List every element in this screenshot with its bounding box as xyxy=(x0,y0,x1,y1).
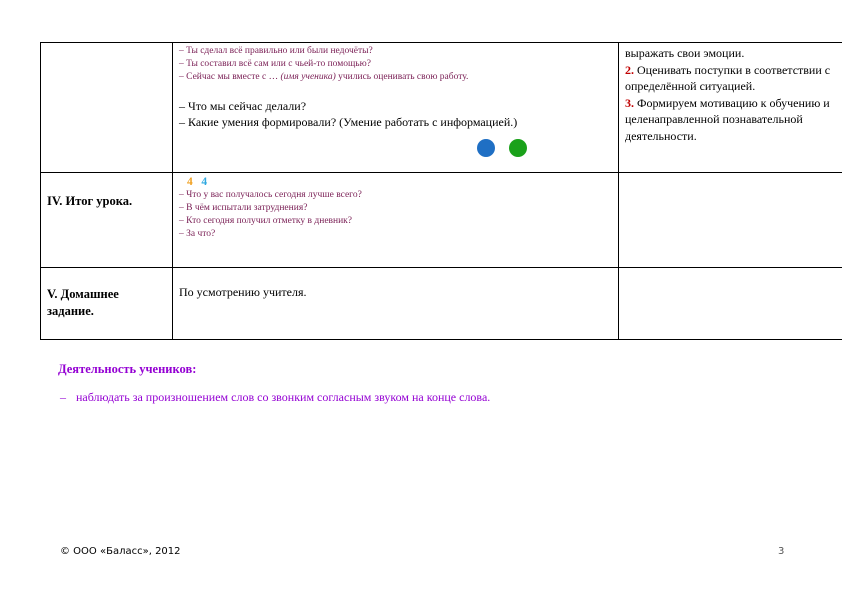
stage-cell xyxy=(41,173,173,268)
page-number: 3 xyxy=(778,546,785,557)
learning-outcomes-cell xyxy=(619,43,842,173)
question-line: – Ты сделал всё правильно или были недочёты? xyxy=(179,46,373,56)
list-dash: – xyxy=(60,390,66,404)
outcome-text: выражать свои эмоции. xyxy=(625,46,745,60)
activity-text: наблюдать за произношением слов со звонким согласным звуком на конце слова. xyxy=(76,390,491,404)
question-line: – Ты составил всё сам или с чьей-то помощью? xyxy=(179,59,371,69)
question-line: – Кто сегодня получил отметку в дневник? xyxy=(179,216,353,226)
outcome-text: 3. Формируем мотивацию к обучению и целенаправленной познавательной деятельности. xyxy=(625,95,830,143)
green-circle-icon xyxy=(509,139,527,157)
grade-mark: 4 xyxy=(201,176,208,188)
stage-cell xyxy=(41,268,173,340)
teacher-activity-cell xyxy=(173,43,619,173)
question-line: – Что у вас получалось сегодня лучше всего? xyxy=(179,190,362,200)
section-title: Деятельность учеников: xyxy=(58,362,197,376)
table-row xyxy=(41,173,842,268)
outcome-text: 2. Оценивать поступки в соответствии с определённой ситуацией. xyxy=(625,62,831,93)
activity-item xyxy=(60,390,491,405)
teacher-activity-cell xyxy=(173,268,619,340)
stage-cell-empty xyxy=(41,43,173,173)
question-line: – В чём испытали затруднения? xyxy=(179,203,308,213)
homework-text: По усмотрению учителя. xyxy=(179,285,307,299)
stage-title: V. Домашнее задание. xyxy=(47,287,119,318)
footer-copyright: © ООО «Баласс», 2012 xyxy=(60,546,181,557)
stage-title: IV. Итог урока. xyxy=(47,193,133,208)
question-line: – Сейчас мы вместе с … (имя ученика) учились оценивать свою работу. xyxy=(179,72,469,82)
lesson-table xyxy=(40,42,842,340)
grade-mark: 4 xyxy=(187,176,193,188)
question-line: – Что мы сейчас делали? xyxy=(179,99,307,113)
teacher-activity-cell xyxy=(173,173,619,268)
learning-outcomes-cell xyxy=(619,268,842,340)
table-row xyxy=(41,268,842,340)
grade-marks xyxy=(179,175,612,189)
question-line: – Какие умения формировали? (Умение работать с информацией.) xyxy=(179,115,518,129)
blue-circle-icon xyxy=(477,139,495,157)
question-line: – За что? xyxy=(179,229,216,239)
table-row xyxy=(41,43,842,173)
learning-outcomes-cell xyxy=(619,173,842,268)
